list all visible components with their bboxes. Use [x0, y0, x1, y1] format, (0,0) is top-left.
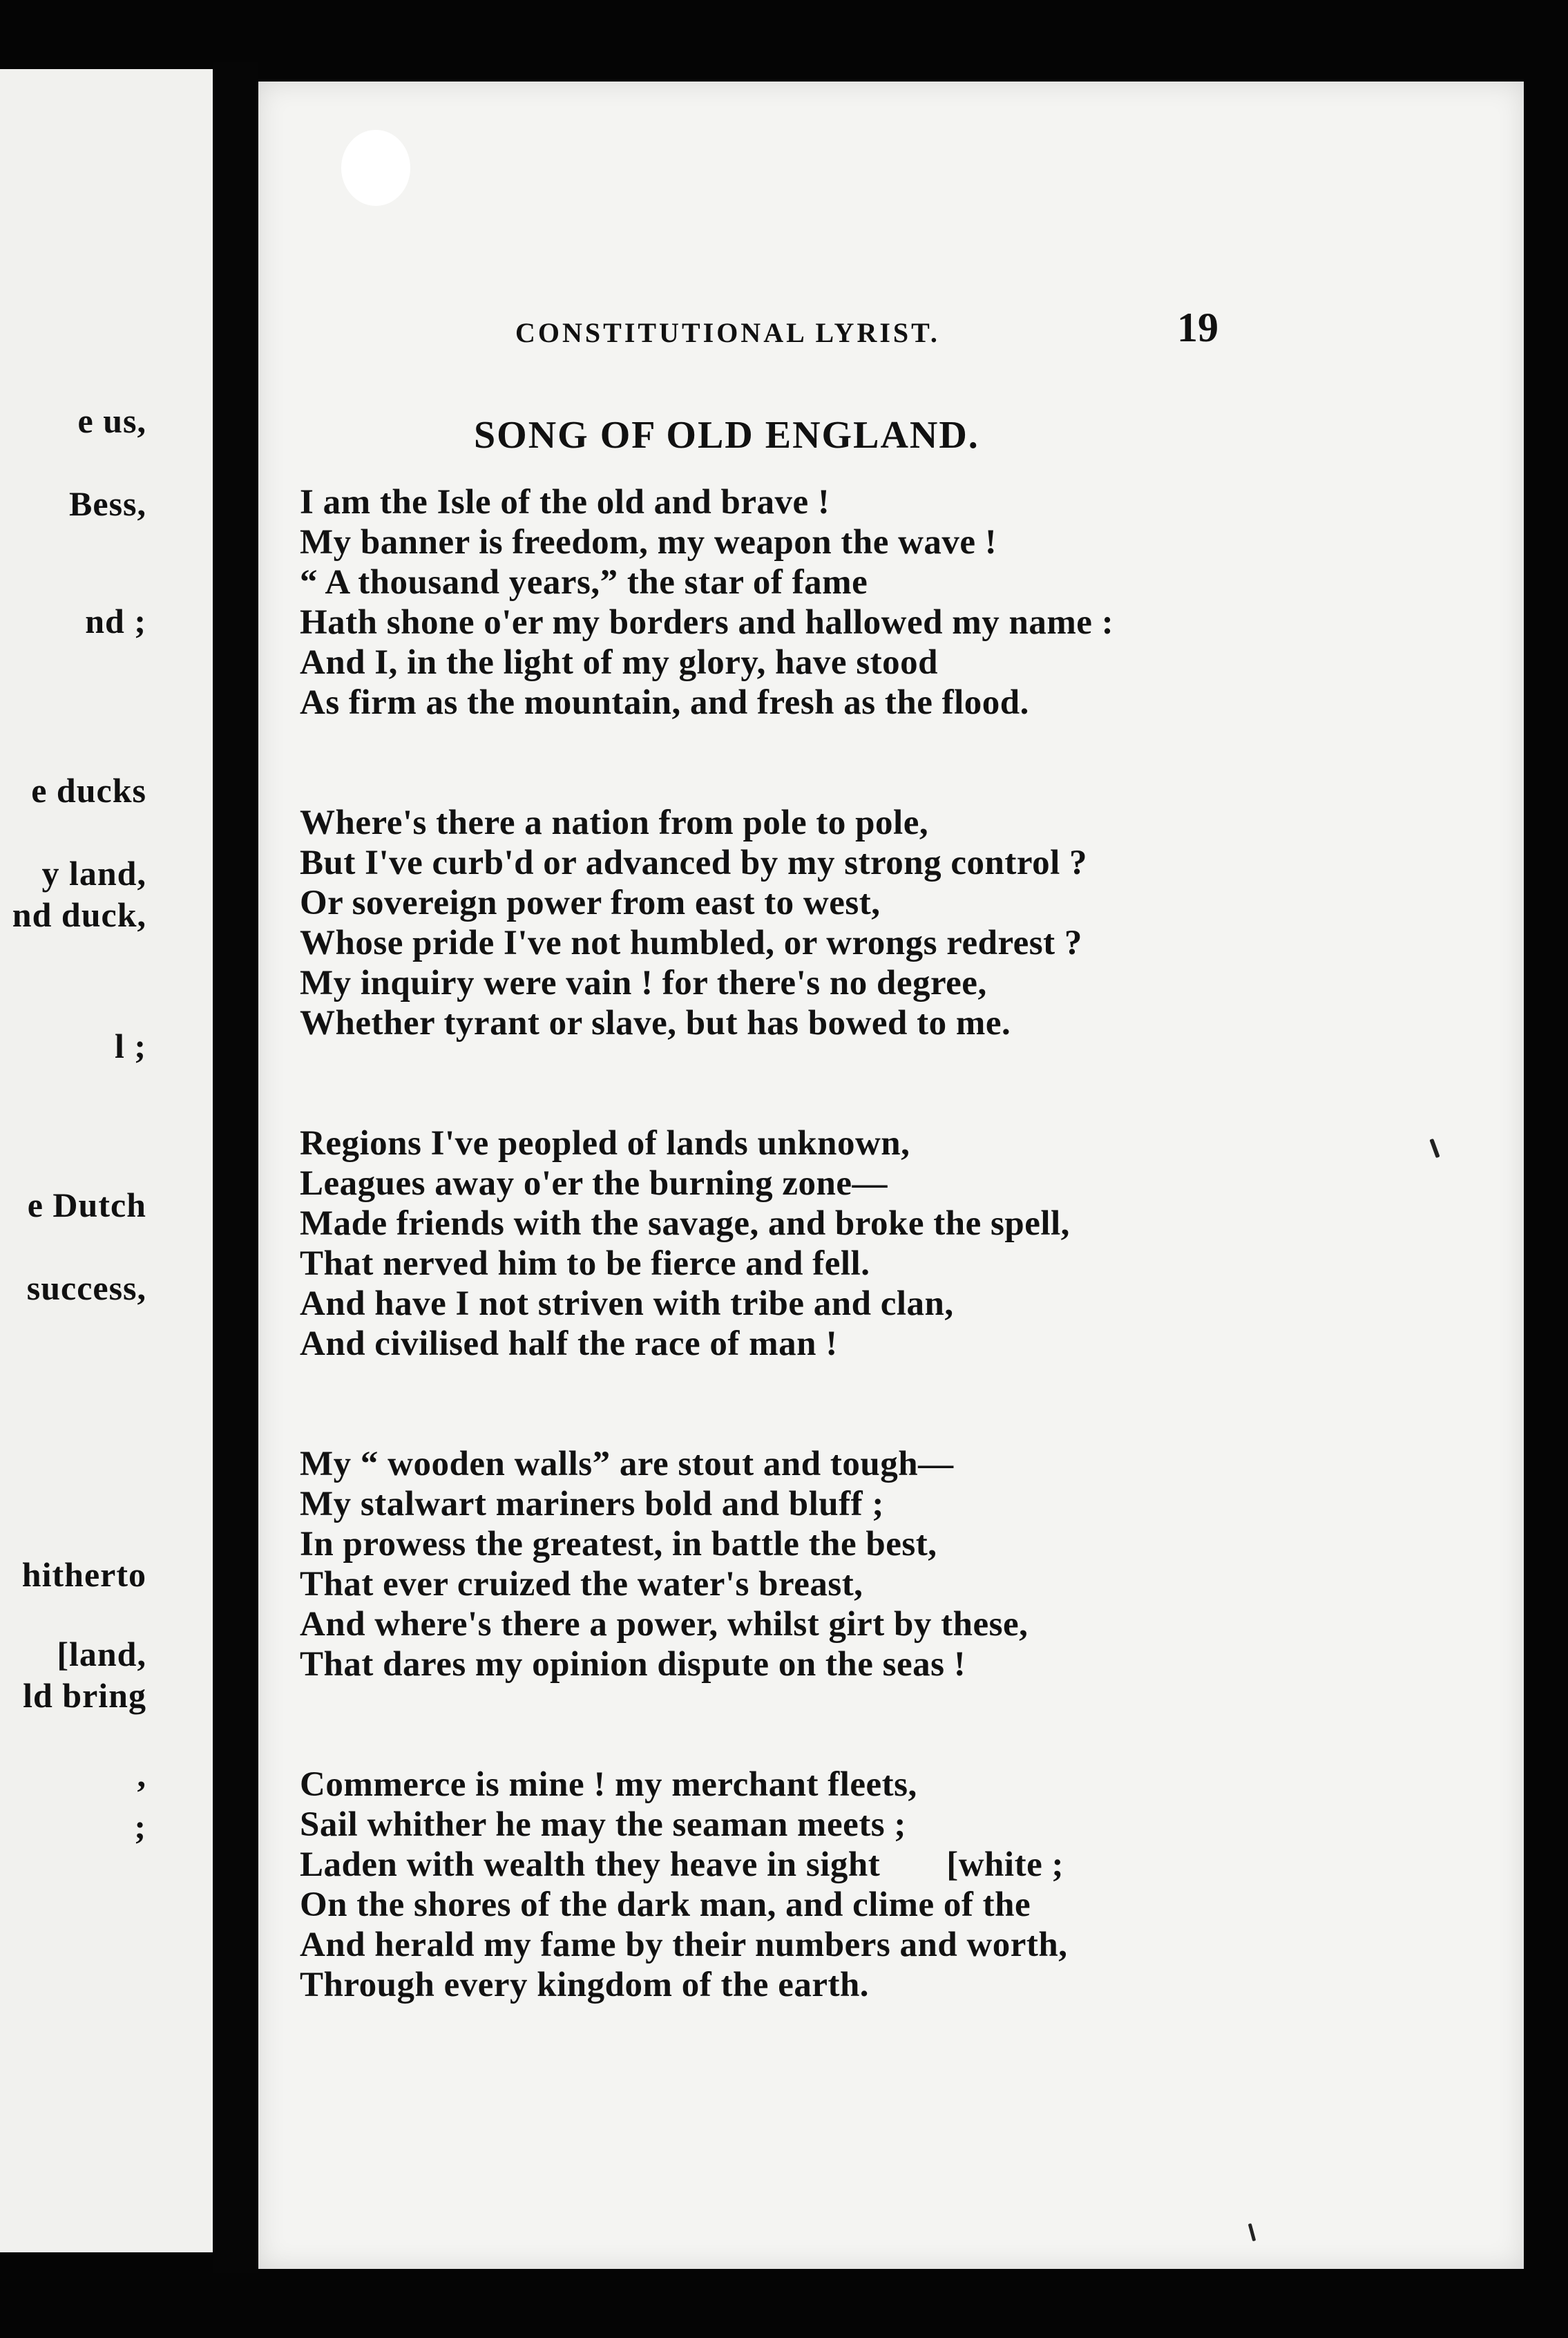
verse-line-text: Laden with wealth they heave in sight: [300, 1845, 881, 1884]
left-page-fragment: nd ;: [85, 602, 146, 640]
verse-line: Leagues away o'er the burning zone—: [300, 1164, 888, 1203]
left-page: [0, 69, 213, 2252]
stanza: [300, 803, 1377, 1043]
verse-line: That ever cruized the water's breast,: [300, 1565, 863, 1604]
verse-line: My inquiry were vain ! for there's no degree,: [300, 964, 987, 1002]
verse-line-turnover: [white ;: [946, 1845, 1064, 1884]
left-page-fragment: ld bring: [23, 1676, 146, 1715]
stanza: [300, 1123, 1377, 1364]
paper-blemish: [341, 130, 410, 206]
ink-speck: [1429, 1139, 1440, 1158]
running-head: CONSTITUTIONAL LYRIST.: [515, 317, 940, 348]
left-page-fragment: y land,: [41, 854, 146, 893]
verse-line: Through every kingdom of the earth.: [300, 1966, 870, 2004]
left-page-fragment: Bess,: [69, 484, 146, 523]
song-title: SONG OF OLD ENGLAND.: [474, 414, 979, 457]
verse-line: Whether tyrant or slave, but has bowed to me.: [300, 1004, 1011, 1043]
verse-line: “ A thousand years,” the star of fame: [300, 563, 868, 602]
verse-line: My stalwart mariners bold and bluff ;: [300, 1485, 884, 1523]
verse-line: Commerce is mine ! my merchant fleets,: [300, 1765, 917, 1804]
verse-line: Or sovereign power from east to west,: [300, 884, 881, 922]
poem: [300, 482, 1377, 2085]
page-number: 19: [1177, 305, 1218, 350]
stanza: [300, 1765, 1377, 2005]
verse-line: And have I not striven with tribe and clan,: [300, 1284, 954, 1323]
left-page-fragment: ;: [134, 1807, 146, 1846]
verse-line: My banner is freedom, my weapon the wave !: [300, 523, 997, 562]
verse-line: Hath shone o'er my borders and hallowed my name :: [300, 603, 1114, 642]
left-page-fragment: ,: [137, 1756, 146, 1794]
left-page-fragment: e ducks: [31, 771, 146, 810]
left-page-fragment: e Dutch: [27, 1186, 146, 1224]
verse-line: On the shores of the dark man, and clime of the: [300, 1885, 1031, 1924]
verse-line: Where's there a nation from pole to pole,: [300, 804, 929, 842]
book-gutter: [213, 62, 258, 2273]
verse-line: Whose pride I've not humbled, or wrongs redrest ?: [300, 924, 1082, 962]
verse-line: I am the Isle of the old and brave !: [300, 483, 830, 522]
verse-line: Regions I've peopled of lands unknown,: [300, 1124, 910, 1163]
left-page-fragment: [land,: [57, 1635, 146, 1673]
verse-line: [300, 1845, 1377, 1885]
main-page: [258, 82, 1524, 2269]
verse-line: Sail whither he may the seaman meets ;: [300, 1805, 906, 1844]
left-page-fragment: hitherto: [21, 1555, 146, 1594]
verse-line: That nerved him to be fierce and fell.: [300, 1244, 870, 1283]
left-page-fragment: nd duck,: [12, 895, 146, 934]
stanza: [300, 1444, 1377, 1684]
verse-line: That dares my opinion dispute on the seas !: [300, 1645, 966, 1684]
left-page-fragment: e us,: [77, 401, 146, 440]
stanza: [300, 482, 1377, 723]
left-page-fragment: l ;: [114, 1027, 146, 1065]
verse-line: Made friends with the savage, and broke the spell,: [300, 1204, 1070, 1243]
ink-speck: [1248, 2223, 1256, 2241]
verse-line: And herald my fame by their numbers and worth,: [300, 1926, 1068, 1964]
verse-line: But I've curb'd or advanced by my strong control ?: [300, 844, 1088, 882]
verse-line: And I, in the light of my glory, have stood: [300, 643, 939, 682]
verse-line: And where's there a power, whilst girt by these,: [300, 1605, 1029, 1644]
verse-line: As firm as the mountain, and fresh as the flood.: [300, 683, 1029, 722]
left-page-fragment: success,: [26, 1268, 146, 1307]
verse-line: In prowess the greatest, in battle the best,: [300, 1525, 937, 1564]
verse-line: My “ wooden walls” are stout and tough—: [300, 1445, 954, 1483]
verse-line: And civilised half the race of man !: [300, 1324, 838, 1363]
